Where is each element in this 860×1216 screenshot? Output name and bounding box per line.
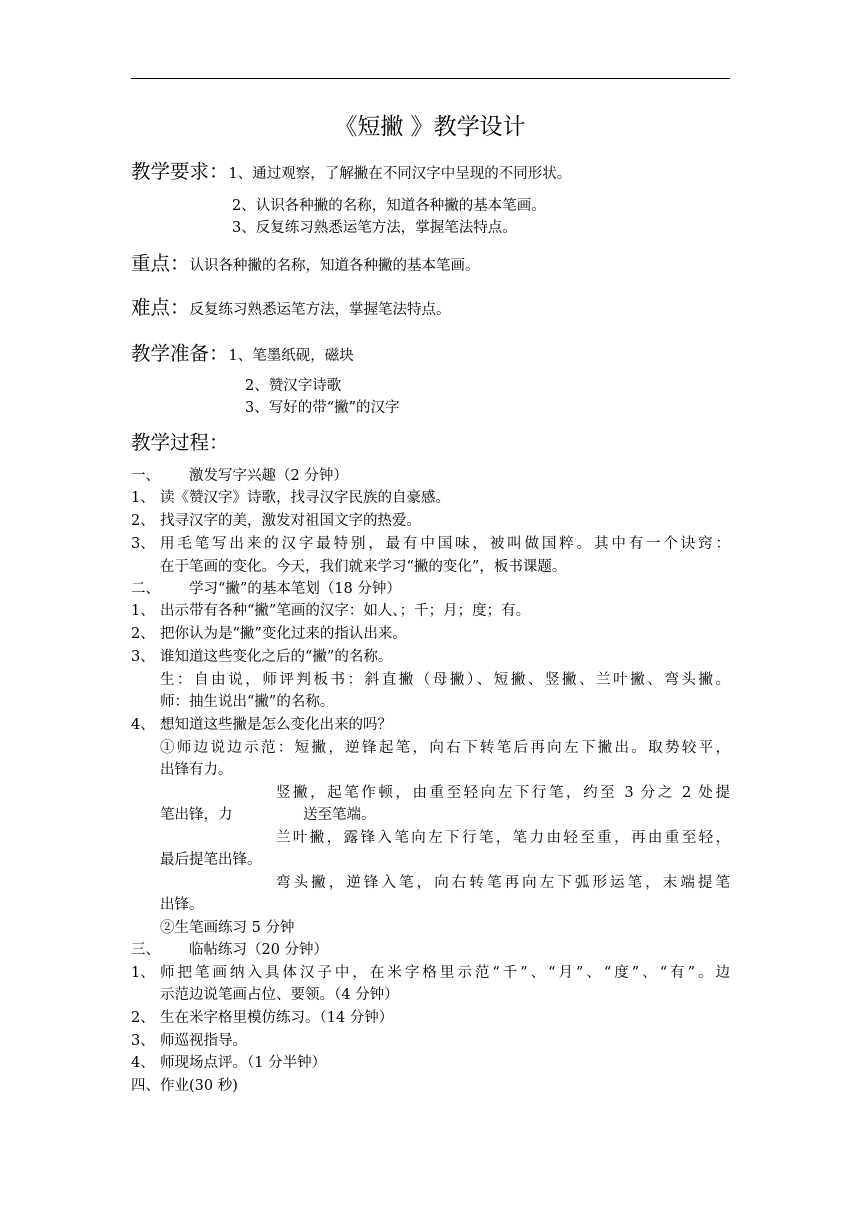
list-number: 3、 [131, 1033, 155, 1049]
key-point-text: 认识各种撇的名称，知道各种撇的基本笔画。 [189, 258, 480, 274]
requirement-item: 1、通过观察，了解撇在不同汉字中呈现的不同形状。 [228, 166, 572, 182]
list-number: 2、 [131, 513, 155, 529]
section-number: 二、 [131, 581, 160, 597]
difficulty-label: 难点： [131, 296, 190, 319]
stroke-description: 兰叶撇，露锋入笔向左下行笔，笔力由轻至重，再由重至轻， [276, 830, 730, 846]
list-item: 出示带有各种“撇”笔画的汉字：如人、；千；月；度；有。 [160, 603, 531, 619]
preparation-heading [131, 341, 354, 369]
list-item: 谁知道这些变化之后的“撇”的名称。 [160, 649, 393, 665]
list-item: 师现场点评。（1 分半钟） [160, 1055, 327, 1071]
difficulty [131, 295, 451, 323]
list-number: 1、 [131, 965, 155, 981]
section-title: 临帖练习（20 分钟） [189, 942, 329, 958]
list-number: 4、 [131, 1055, 155, 1071]
list-item: 师巡视指导。 [160, 1033, 247, 1049]
list-item: 想知道这些撇是怎么变化出来的吗？ [160, 717, 392, 733]
list-item-continued: 在于笔画的变化。今天，我们就来学习“撇的变化”，板书课题。 [160, 559, 567, 575]
preparation-item: 3、写好的带“撇”的汉字 [245, 400, 400, 416]
section-title: 四、作业(30 秒) [131, 1078, 238, 1094]
list-item-continued: 出锋有力。 [160, 762, 233, 778]
key-point-label: 重点： [131, 252, 190, 275]
list-number: 1、 [131, 603, 155, 619]
list-number: 1、 [131, 490, 155, 506]
preparation-item: 2、赞汉字诗歌 [245, 378, 342, 394]
requirements-heading [131, 159, 571, 187]
stroke-description-continued: 笔出锋，力 [160, 807, 233, 823]
list-number: 2、 [131, 1010, 155, 1026]
section-number: 三、 [131, 942, 160, 958]
practice-note: ②生笔画练习 5 分钟 [160, 920, 295, 936]
list-item: 找寻汉字的美，激发对祖国文字的热爱。 [160, 513, 421, 529]
difficulty-text: 反复练习熟悉运笔方法，掌握笔法特点。 [189, 302, 451, 318]
list-item-continued: 示范边说笔画占位、要领。（4 分钟） [160, 987, 399, 1003]
section-number: 一、 [131, 468, 160, 484]
stroke-description: 弯头撇，逆锋入笔，向右转笔再向左下弧形运笔，末端提笔 [276, 875, 730, 891]
stroke-description-continued: 出锋。 [160, 897, 204, 913]
document-title: 《短撇 》教学设计 [334, 114, 526, 140]
stroke-description-continued: 送至笔端。 [303, 807, 376, 823]
section-title: 激发写字兴趣（2 分钟） [189, 468, 348, 484]
list-item-continued: 生：自由说，师评判板书：斜直撇（母撇）、短撇、竖撇、兰叶撇、弯头撇。 [160, 672, 730, 688]
list-item-continued: ①师边说边示范：短撇，逆锋起笔，向右下转笔后再向左下撇出。取势较平， [160, 740, 730, 756]
list-item-continued: 师：抽生说出“撇”的名称。 [160, 694, 335, 710]
preparation-label: 教学准备： [131, 342, 229, 365]
requirement-item: 3、反复练习熟悉运笔方法，掌握笔法特点。 [232, 220, 517, 236]
list-item: 把你认为是“撇”变化过来的指认出来。 [160, 626, 407, 642]
header-rule [131, 78, 730, 79]
preparation-item: 1、笔墨纸砚，磁块 [228, 348, 354, 364]
key-point [131, 251, 480, 279]
stroke-description-continued: 最后提笔出锋。 [160, 852, 262, 868]
list-item: 用毛笔写出来的汉字最特别，最有中国味，被叫做国粹。其中有一个诀窍： [160, 536, 730, 552]
process-heading: 教学过程： [131, 431, 229, 454]
list-number: 3、 [131, 649, 155, 665]
section-title: 学习“撇”的基本笔划（18 分钟） [189, 581, 401, 597]
list-number: 4、 [131, 717, 155, 733]
list-item: 生在米字格里模仿练习。（14 分钟） [160, 1010, 394, 1026]
requirement-item: 2、认识各种撇的名称，知道各种撇的基本笔画。 [232, 198, 546, 214]
list-number: 2、 [131, 626, 155, 642]
list-item: 读《赞汉字》诗歌，找寻汉字民族的自豪感。 [160, 490, 450, 506]
stroke-description: 竖撇，起笔作顿，由重至轻向左下行笔，约至 3 分之 2 处提 [276, 785, 730, 801]
list-item: 师把笔画纳入具体汉子中，在米字格里示范“千”、“月”、“度”、“有”。边 [160, 965, 730, 981]
requirements-label: 教学要求： [131, 160, 229, 183]
list-number: 3、 [131, 536, 155, 552]
